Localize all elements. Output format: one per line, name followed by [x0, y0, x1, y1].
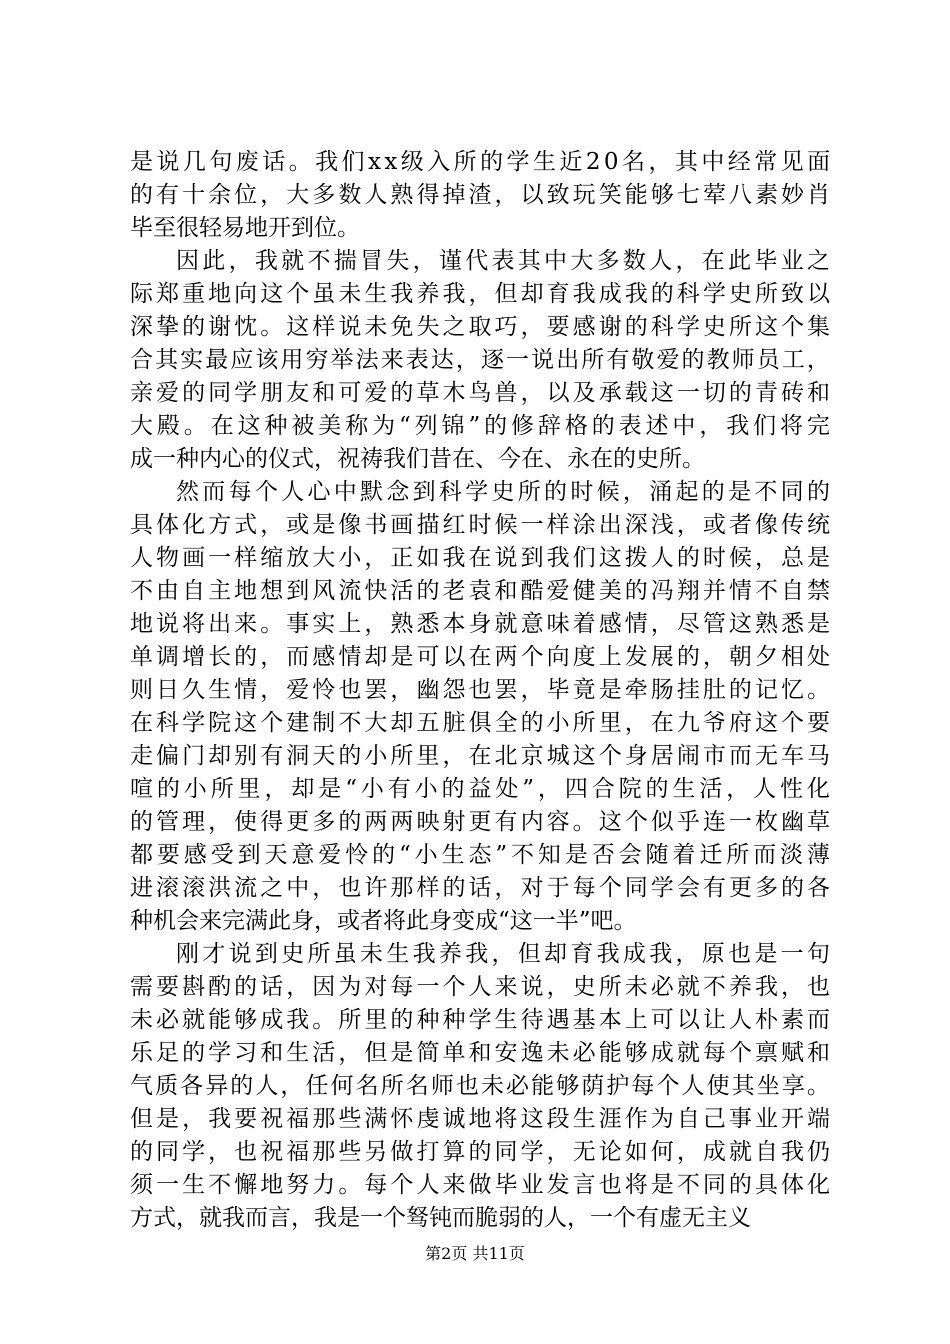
text-line: 需要斟酌的话，因为对每一个人来说，史所未必就不养我，也 [130, 974, 834, 1000]
text-line: 亲爱的同学朋友和可爱的草木鸟兽，以及承载这一切的青砖和 [130, 380, 834, 406]
text-line: 地说将出来。事实上，熟悉本身就意味着感情，尽管这熟悉是 [130, 611, 834, 637]
text-line: 的同学，也祝福那些另做打算的同学，无论如何，成就自我仍 [130, 1139, 834, 1165]
document-body [130, 146, 834, 1235]
text-line: 气质各异的人，任何名所名师也未必能够荫护每个人使其坐享。 [130, 1073, 832, 1099]
text-line: 不由自主地想到风流快活的老袁和酷爱健美的冯翔并情不自禁 [130, 578, 834, 604]
text-line: 合其实最应该用穷举法来表达，逐一说出所有敬爱的教师员工， [130, 347, 832, 373]
text-line: 的有十余位，大多数人熟得掉渣，以致玩笑能够七荤八素妙肖 [130, 182, 834, 208]
text-line: 未必就能够成我。所里的种种学生待遇基本上可以让人朴素而 [130, 1007, 834, 1033]
text-line: 深挚的谢忱。这样说未免失之取巧，要感谢的科学史所这个集 [130, 314, 834, 340]
text-line: 在科学院这个建制不大却五脏俱全的小所里，在九爷府这个要 [130, 710, 834, 736]
text-line: 乐足的学习和生活，但是简单和安逸未必能够成就每个禀赋和 [130, 1040, 834, 1066]
text-line: 具体化方式，或是像书画描红时候一样涂出深浅，或者像传统 [130, 512, 834, 538]
text-line: 但是，我要祝福那些满怀虔诚地将这段生涯作为自己事业开端 [130, 1106, 834, 1132]
paragraph-first-line: 然而每个人心中默念到科学史所的时候，涌起的是不同的 [176, 479, 834, 505]
text-line: 单调增长的，而感情却是可以在两个向度上发展的，朝夕相处 [130, 644, 834, 670]
paragraph-first-line: 刚才说到史所虽未生我养我，但却育我成我，原也是一句 [176, 941, 834, 967]
text-line: 毕至很轻易地开到位。 [130, 215, 360, 241]
paragraph-first-line: 因此，我就不揣冒失，谨代表其中大多数人，在此毕业之 [176, 248, 834, 274]
text-line: 走偏门却别有洞天的小所里，在北京城这个身居闹市而无车马 [130, 743, 834, 769]
text-line: 则日久生情，爱怜也罢，幽怨也罢，毕竟是牵肠挂肚的记忆。 [130, 677, 834, 703]
text-line: 是说几句废话。我们xx级入所的学生近20名，其中经常见面 [130, 149, 834, 175]
text-line: 须一生不懈地努力。每个人来做毕业发言也将是不同的具体化 [130, 1172, 834, 1198]
text-line: 喧的小所里，却是“小有小的益处”，四合院的生活，人性化 [130, 776, 834, 802]
page-number-footer: 第2页 共11页 [425, 1244, 525, 1263]
text-line: 人物画一样缩放大小，正如我在说到我们这拨人的时候，总是 [130, 545, 834, 571]
text-line: 都要感受到天意爱怜的“小生态”不知是否会随着迁所而淡薄 [130, 842, 834, 868]
text-line: 际郑重地向这个虽未生我养我，但却育我成我的科学史所致以 [130, 281, 834, 307]
text-line: 种机会来完满此身，或者将此身变成“这一半”吧。 [130, 908, 637, 934]
text-line: 进滚滚洪流之中，也许那样的话，对于每个同学会有更多的各 [130, 875, 834, 901]
text-line: 大殿。在这种被美称为“列锦”的修辞格的表述中，我们将完 [130, 413, 834, 439]
text-line: 方式，就我而言，我是一个驽钝而脆弱的人，一个有虚无主义 [130, 1205, 751, 1231]
text-line: 成一种内心的仪式，祝祷我们昔在、今在、永在的史所。 [130, 446, 705, 472]
text-line: 的管理，使得更多的两两映射更有内容。这个似乎连一枚幽草 [130, 809, 834, 835]
